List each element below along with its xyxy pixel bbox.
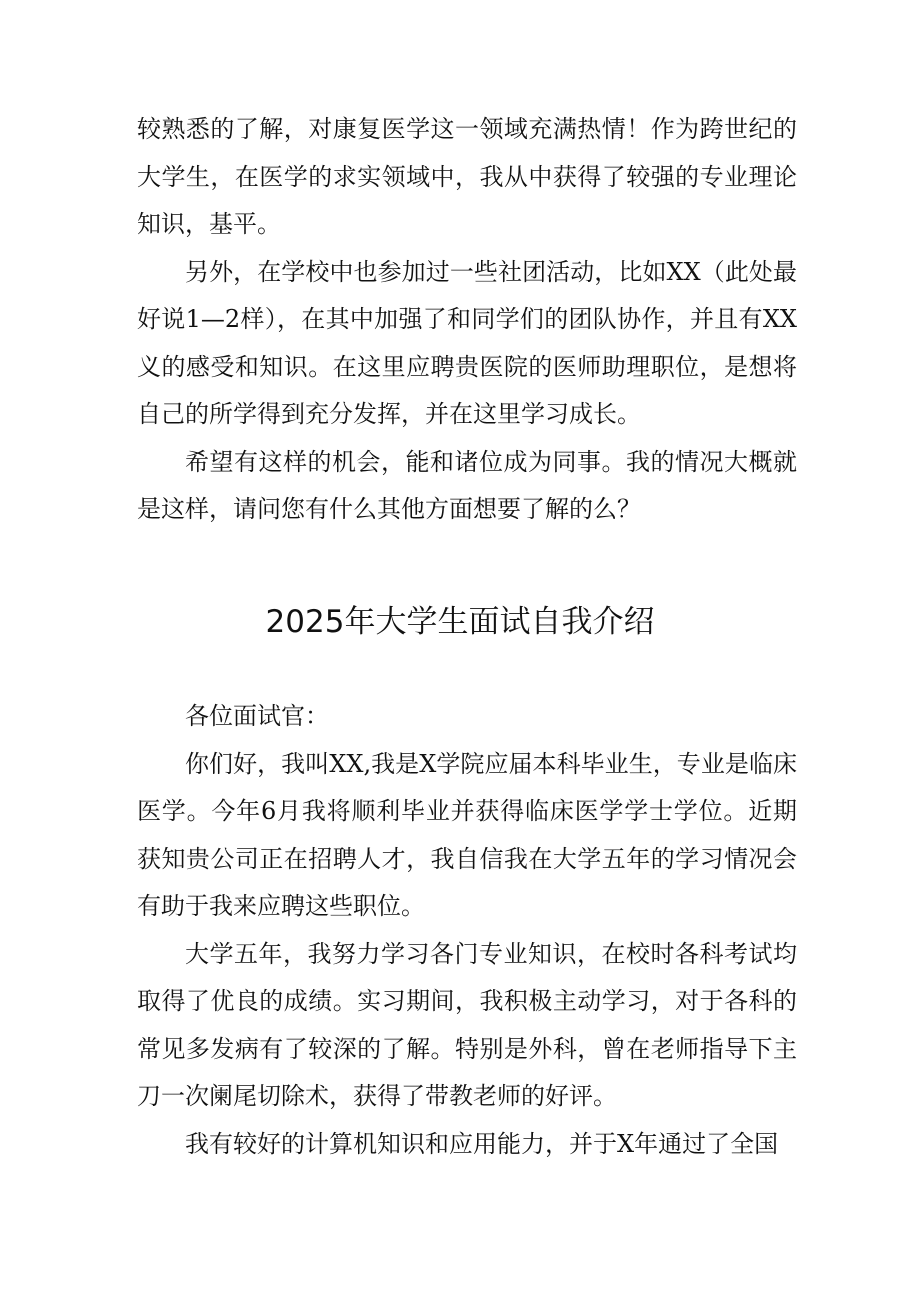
paragraph-activities: 另外，在学校中也参加过一些社团活动，比如XX（此处最好说1—2样），在其中加强了和同学们的团队协作，并且有XX义的感受和知识。在这里应聘贵医院的医师助理职位，是想将自己的所学得到充分发挥，并在这里学习成长。 — [137, 257, 797, 428]
paragraph-salutation: 各位面试官： — [185, 702, 329, 730]
paragraph-closing: 希望有这样的机会，能和诸位成为同事。我的情况大概就是这样，请问您有什么其他方面想要了解的么？ — [137, 447, 797, 523]
paragraph-greeting: 你们好，我叫XX,我是X学院应届本科毕业生，专业是临床医学。今年6月我将顺利毕业并获得临床医学学士学位。近期获知贵公司正在招聘人才，我自信我在大学五年的学习情况会有助于我来应聘这些职位。 — [137, 749, 797, 920]
paragraph-university: 大学五年，我努力学习各门专业知识，在校时各科考试均取得了优良的成绩。实习期间，我积极主动学习，对于各科的常见多发病有了较深的了解。特别是外科，曾在老师指导下主刀一次阑尾切除术，获得了带教老师的好评。 — [137, 939, 797, 1110]
paragraph-continued: 较熟悉的了解，对康复医学这一领域充满热情！作为跨世纪的大学生，在医学的求实领域中，我从中获得了较强的专业理论知识，基平。 — [137, 115, 797, 238]
document-title: 2025年大学生面试自我介绍 — [265, 604, 655, 640]
section-continued-text — [137, 106, 797, 534]
section-self-introduction — [137, 693, 797, 1168]
paragraph-computer-skills: 我有较好的计算机知识和应用能力，并于X年通过了全国 — [185, 1129, 779, 1158]
